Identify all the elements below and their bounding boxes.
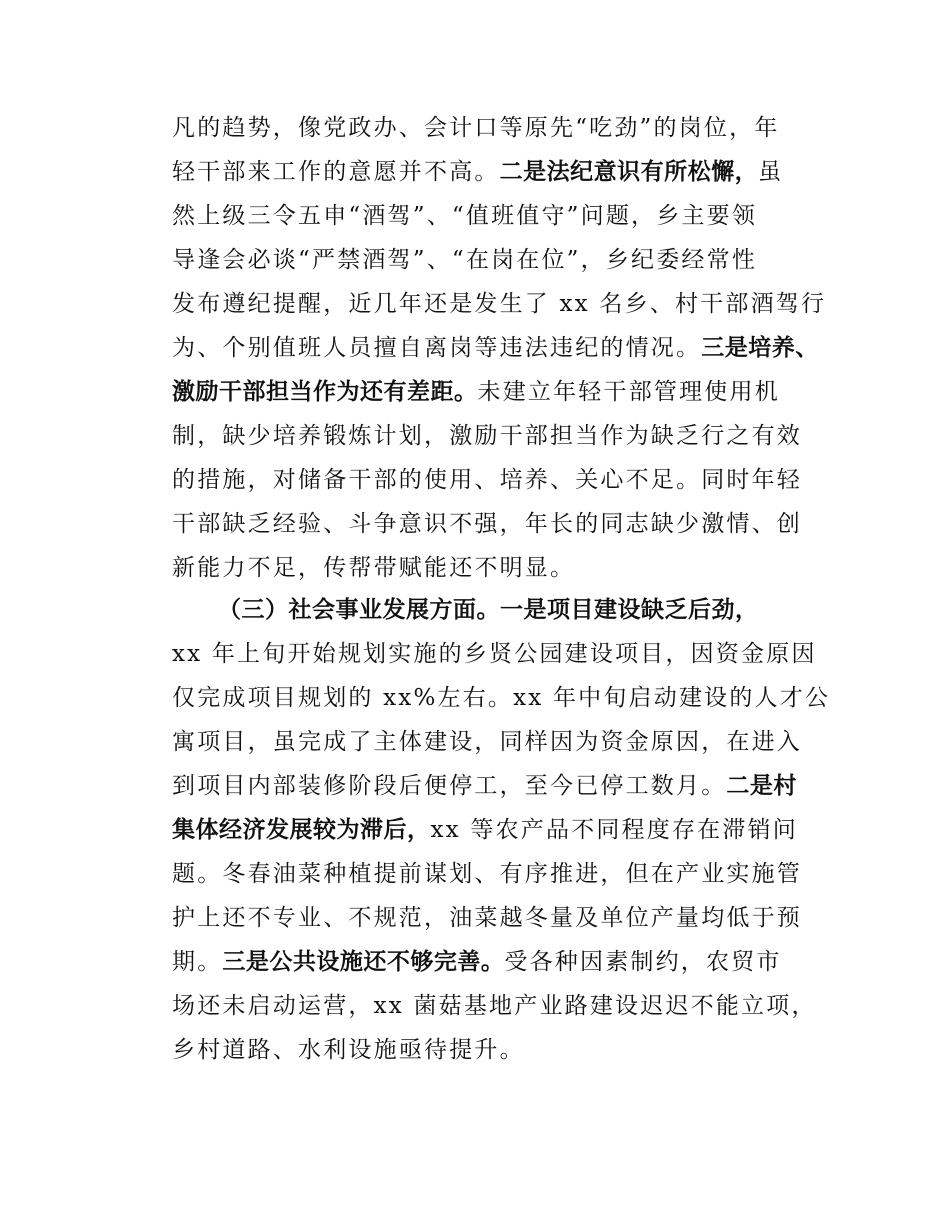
bold-text-segment: 三是培养、 (701, 335, 819, 361)
text-segment: 寓项目，虽完成了主体建设，同样因为资金原因，在进入 (172, 729, 802, 755)
text-segment: 护上还不专业、不规范，油菜越冬量及单位产量均低于预 (172, 905, 802, 931)
text-segment: 未建立年轻干部管理使用机 (477, 379, 780, 405)
bold-text-segment: 激励干部担当作为还有差距。 (172, 379, 478, 405)
text-line (172, 328, 819, 368)
text-line (172, 942, 812, 982)
text-line (172, 504, 812, 544)
text-segment: xx 年上旬开始规划实施的乡贤公园建设项目，因资金原因 (172, 641, 817, 667)
bold-text-segment: 二是法纪意识有所松懈， (499, 159, 759, 185)
text-segment: 受各种因素制约，农贸市 (504, 949, 782, 975)
text-line (172, 898, 812, 938)
text-line (172, 854, 812, 894)
text-segment: 的措施，对储备干部的使用、培养、关心不足。同时年轻 (172, 467, 802, 493)
text-segment: xx 等农产品不同程度存在滞销问 (430, 817, 798, 843)
text-segment: 题。冬春油菜种植提前谋划、有序推进，但在产业实施管 (172, 861, 802, 887)
text-line (172, 416, 812, 456)
text-line (172, 284, 827, 324)
text-line (172, 460, 812, 500)
section-heading: （三）社会事业发展方面。一是项目建设缺乏后劲， (218, 597, 759, 623)
text-segment: 轻干部来工作的意愿并不高。 (172, 159, 500, 185)
text-segment: 仅完成项目规划的 xx%左右。xx 年中旬启动建设的人才公 (172, 685, 831, 711)
text-segment: 新能力不足，传帮带赋能还不明显。 (172, 555, 576, 581)
section-heading-line (218, 590, 818, 630)
text-line (172, 196, 812, 236)
text-line (172, 108, 812, 148)
text-line (172, 766, 812, 806)
text-segment: 乡村道路、水利设施亟待提升。 (172, 1037, 525, 1063)
bold-text-segment: 二是村 (726, 773, 797, 799)
text-line (172, 678, 831, 718)
text-segment: 到项目内部装修阶段后便停工，至今已停工数月。 (172, 773, 727, 799)
text-segment: 导逢会必谈“严禁酒驾”、“在岗在位”，乡纪委经常性 (172, 247, 758, 273)
text-segment: 制，缺少培养锻炼计划，激励干部担当作为缺乏行之有效 (172, 423, 802, 449)
text-segment: 虽 (758, 159, 784, 185)
text-line (172, 372, 812, 412)
text-line (172, 986, 817, 1026)
text-segment: 场还未启动运营，xx 菌菇基地产业路建设迟迟不能立项， (172, 993, 817, 1019)
text-segment: 干部缺乏经验、斗争意识不强，年长的同志缺少激情、创 (172, 511, 802, 537)
bold-text-segment: 集体经济发展较为滞后， (172, 817, 431, 843)
bold-text-segment: 三是公共设施还不够完善。 (222, 949, 505, 975)
text-segment: 凡的趋势，像党政办、会计口等原先“吃劲”的岗位，年 (172, 115, 780, 141)
text-segment: 期。 (172, 949, 223, 975)
text-line (172, 548, 812, 588)
text-line (172, 152, 812, 192)
text-segment: 发布遵纪提醒，近几年还是发生了 xx 名乡、村干部酒驾行 (172, 291, 827, 317)
text-line (172, 722, 812, 762)
text-line (172, 1030, 812, 1070)
text-line (172, 810, 812, 850)
text-line (172, 240, 812, 280)
text-segment: 为、个别值班人员擅自离岗等违法违纪的情况。 (172, 335, 702, 361)
text-segment: 然上级三令五申“酒驾”、“值班值守”问题，乡主要领 (172, 203, 758, 229)
text-line (172, 634, 817, 674)
